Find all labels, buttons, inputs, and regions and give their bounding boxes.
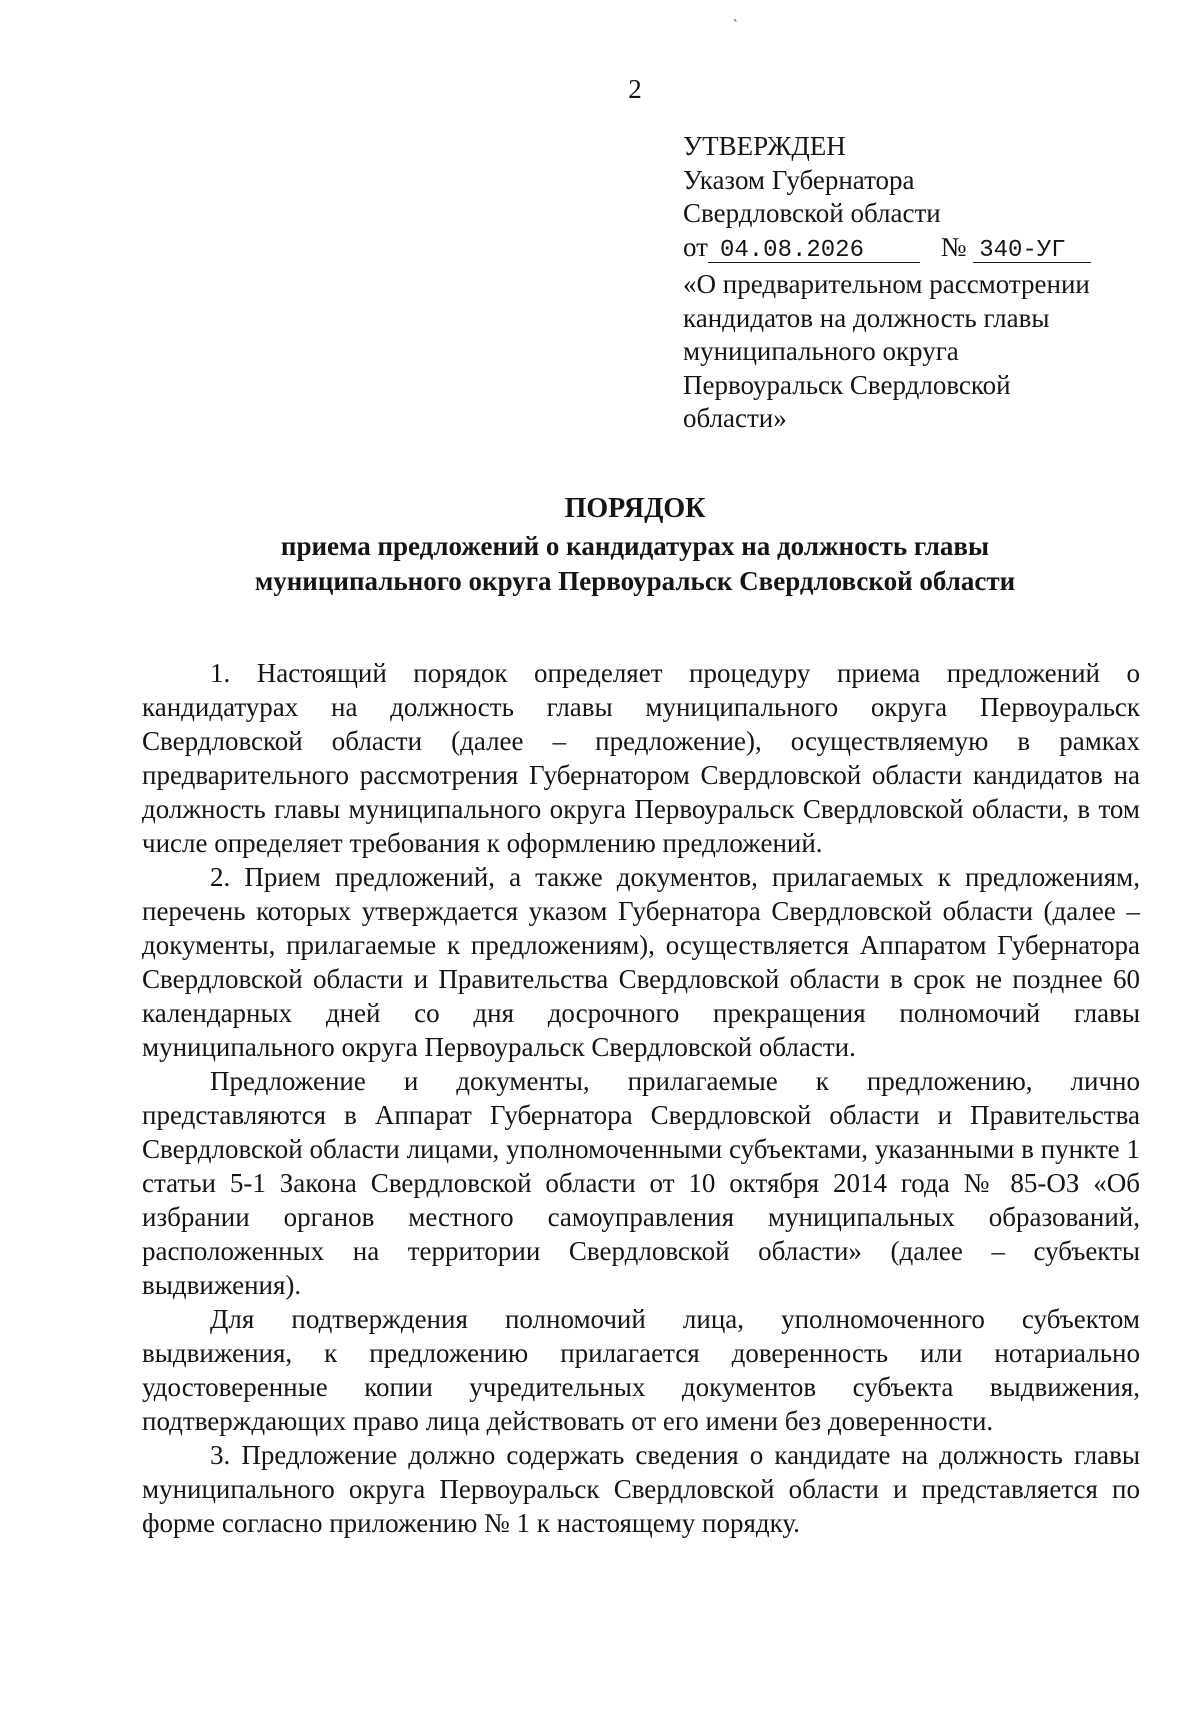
approval-date: 04.08.2026: [708, 240, 920, 263]
approval-ref-line3: муниципального округа: [683, 336, 959, 366]
subtitle-line2: муниципального округа Первоуральск Свердловской области: [254, 566, 1016, 596]
document-subtitle: [0, 529, 1200, 599]
paragraph-4: Для подтверждения полномочий лица, уполномоченного субъектом выдвижения, к предложению прилагается доверенность или нотариально удостоверенные копии учредительных документов субъекта выдвижения, подтверждающих право лица действовать от его имени без доверенности.: [142, 1304, 1140, 1436]
document-body: [142, 656, 1140, 1540]
paragraph-5: 3. Предложение должно содержать сведения о кандидате на должность главы муниципального округа Первоуральск Свердловской области и представляется по форме согласно приложению № 1 к настоящему порядку.: [142, 1440, 1140, 1538]
approval-ref-line4: Первоуральск Свердловской: [683, 369, 1011, 400]
date-prefix: от: [683, 231, 708, 262]
document-title: ПОРЯДОК: [564, 493, 706, 524]
approval-date-number: [683, 231, 1091, 265]
approval-ref-line1: «О предварительном рассмотрении: [683, 269, 1090, 299]
approval-ref-line5: области»: [683, 403, 787, 433]
approval-status: УТВЕРЖДЕН: [683, 131, 846, 161]
paragraph-3: Предложение и документы, прилагаемые к предложению, лично представляются в Аппарат Губернатора Свердловской области и Правительства Свердловской области лицами, уполномоченными субъектами, указанными в пункте 1 статьи 5-1 Закона Свердловской области от 10 октября 2014 года № 85-ОЗ «Об избрании органов местного самоуправления муниципальных образований, расположенных на территории Свердловской области» (далее – субъекты выдвижения).: [142, 1066, 1140, 1300]
approval-by-line2: Свердловской области: [683, 198, 941, 228]
approval-by-line1: Указом Губернатора: [683, 164, 915, 195]
scan-artifact-mark: `: [733, 18, 738, 33]
approval-number: 340-УГ: [973, 240, 1091, 263]
approval-ref-line2: кандидатов на должность главы: [683, 302, 1050, 333]
approval-stamp: [683, 130, 1091, 436]
number-prefix: №: [940, 231, 967, 262]
paragraph-2: 2. Прием предложений, а также документов, прилагаемых к предложениям, перечень которых утверждается указом Губернатора Свердловской области (далее – документы, прилагаемые к предложениям), осуществляется Аппаратом Губернатора Свердловской области и Правительства Свердловской области в срок не позднее 60 календарных дней со дня досрочного прекращения полномочий главы муниципального округа Первоуральск Свердловской области.: [142, 862, 1140, 1062]
paragraph-1: 1. Настоящий порядок определяет процедуру приема предложений о кандидатурах на должность главы муниципального округа Первоуральск Свердловской области (далее – предложение), осуществляемую в рамках предварительного рассмотрения Губернатором Свердловской области кандидатов на должность главы муниципального округа Первоуральск Свердловской области, в том числе определяет требования к оформлению предложений.: [142, 658, 1140, 858]
subtitle-line1: приема предложений о кандидатурах на должность главы: [280, 531, 990, 561]
page-number: 2: [628, 74, 642, 104]
